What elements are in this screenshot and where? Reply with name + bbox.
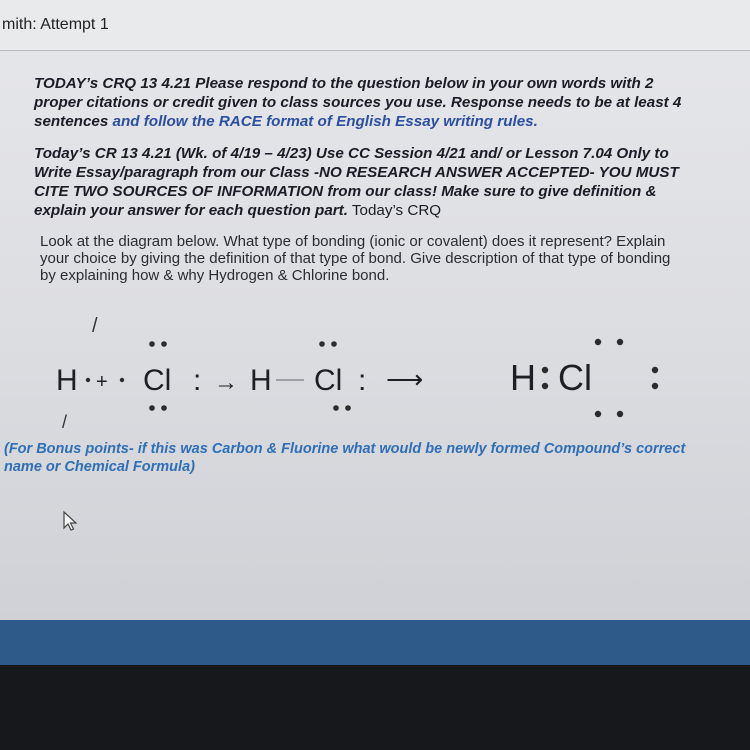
plus-sign: + <box>96 371 108 393</box>
hydrogen-atom: H <box>250 364 272 397</box>
electron-dot <box>161 405 167 411</box>
hydrogen-atom: H <box>56 364 78 397</box>
instruction-text: TODAY’s CRQ 13 4.21 Please respond to the question below in your own words with 2 proper citations or credit given to class sources you use. Response needs to be at least 4 sentences <box>34 75 682 130</box>
electron-dot <box>542 367 548 373</box>
chlorine-atom: Cl <box>314 364 343 397</box>
instruction-paragraph-1 <box>34 74 694 131</box>
electron-dot <box>617 411 623 417</box>
electron-dot <box>617 339 623 345</box>
tick-mark: / <box>92 315 98 337</box>
instruction-paragraph-2 <box>34 144 694 220</box>
electron-dot <box>333 405 339 411</box>
titlebar <box>0 0 750 50</box>
mouse-cursor-icon <box>62 510 80 532</box>
window-title: mith: Attempt 1 <box>2 16 109 33</box>
instruction-text-2: Today’s CR 13 4.21 (Wk. of 4/19 – 4/23) Use CC Session 4/21 and/ or Lesson 7.04 Only to Write Essay/paragraph from our Class -NO RESEARCH ANSWER ACCEPTED- YOU MUST CITE TWO SOURCES OF INFORMATION from our class! Make sure to give definition & explain your answer for each question part. <box>34 145 679 219</box>
bonus-question: (For Bonus points- if this was Carbon & Fluorine what would be newly formed Compound’s correct name or Chemical Formula) <box>4 441 686 475</box>
electron-dot <box>149 405 155 411</box>
electron-dot <box>149 341 155 347</box>
reaction-arrow: ⟶ <box>386 364 424 394</box>
question-text: Look at the diagram below. What type of bonding (ionic or covalent) does it represent? Explain your choice by giving the definition of that type of bond. Give description of that type of bonding by explaining how & why Hydrogen & Chlorine bond. <box>40 233 671 284</box>
electron-pair: : <box>358 364 367 397</box>
chlorine-atom: Cl <box>143 364 172 397</box>
electron-dot <box>595 339 601 345</box>
electron-dot <box>161 341 167 347</box>
electron-dot <box>345 405 351 411</box>
tick-mark: / <box>62 412 68 430</box>
reaction-arrow: → <box>214 369 238 396</box>
lewis-diagram <box>0 310 750 430</box>
divider <box>0 50 750 51</box>
electron-dot <box>595 411 601 417</box>
chlorine-atom: Cl <box>558 357 592 398</box>
electron-dot <box>120 378 124 382</box>
electron-dot <box>652 367 658 373</box>
electron-pair: : <box>193 364 202 397</box>
hydrogen-atom: H <box>510 357 536 398</box>
todays-crq-text: Today’s CRQ <box>347 202 442 219</box>
electron-dot <box>319 341 325 347</box>
monitor-bezel <box>0 665 750 750</box>
electron-dot <box>331 341 337 347</box>
electron-dot <box>652 383 658 389</box>
race-format-text: and follow the RACE format of English Essay writing rules. <box>112 113 538 130</box>
electron-dot <box>86 378 90 382</box>
taskbar <box>0 620 750 665</box>
electron-dot <box>542 383 548 389</box>
